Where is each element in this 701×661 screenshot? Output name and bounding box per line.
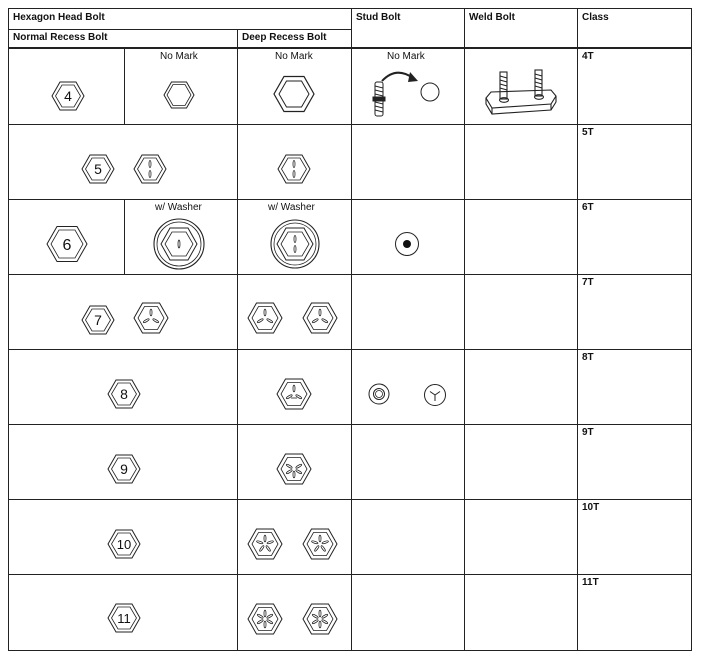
- hex-head-two-line-mark-icon: [133, 152, 167, 186]
- with-washer-note-deep: w/ Washer: [268, 202, 315, 213]
- hex-head-11-icon: [107, 601, 141, 635]
- no-mark-note-deep: No Mark: [275, 51, 313, 62]
- deep-recess-three-line-mark-alt-icon: [302, 300, 338, 336]
- no-mark-note-stud: No Mark: [387, 51, 425, 62]
- head-number-5: 5: [94, 161, 102, 177]
- hex-head-7-icon: [81, 303, 115, 337]
- head-number-4: 4: [64, 88, 72, 104]
- with-washer-note-normal: w/ Washer: [155, 202, 202, 213]
- deep-recess-four-line-mark-icon: [276, 376, 312, 412]
- class-label-10t: 10T: [582, 502, 600, 513]
- deep-recess-five-line-mark-b-icon: [302, 526, 338, 562]
- head-number-11: 11: [117, 611, 131, 626]
- hex-head-10-icon: [107, 527, 141, 561]
- header-normal-recess-bolt: Normal Recess Bolt: [13, 32, 108, 43]
- hex-head-no-mark-icon: [163, 79, 195, 111]
- class-label-8t: 8T: [582, 352, 594, 363]
- class-label-11t: 11T: [582, 577, 599, 588]
- deep-recess-six-line-mark-b-icon: [302, 601, 338, 637]
- head-number-9: 9: [120, 461, 128, 477]
- hex-head-6-icon: [46, 223, 88, 265]
- hex-head-8-icon: [107, 377, 141, 411]
- no-mark-note-normal: No Mark: [160, 51, 198, 62]
- weld-bolt-icon: [479, 66, 559, 122]
- hex-head-4-icon: [51, 79, 85, 113]
- class-label-9t: 9T: [582, 427, 594, 438]
- hex-head-three-line-mark-icon: [133, 300, 169, 336]
- deep-recess-two-line-mark-icon: [277, 152, 311, 186]
- header-hexagon-head-bolt: Hexagon Head Bolt: [13, 12, 105, 23]
- class-label-5t: 5T: [582, 127, 594, 138]
- head-number-6: 6: [62, 237, 72, 254]
- header-stud-bolt: Stud Bolt: [356, 12, 401, 23]
- stud-bolt-dot-mark-icon: [394, 231, 420, 257]
- class-label-7t: 7T: [582, 277, 594, 288]
- deep-recess-five-line-mark-icon: [276, 451, 312, 487]
- deep-recess-no-mark-icon: [273, 74, 315, 114]
- deep-recess-five-line-mark-a-icon: [247, 526, 283, 562]
- head-number-10: 10: [116, 537, 132, 552]
- stud-bolt-y-mark-icon: [423, 383, 447, 407]
- head-number-8: 8: [120, 386, 128, 402]
- stud-bolt-ring-mark-icon: [368, 383, 390, 405]
- hex-head-9-icon: [107, 452, 141, 486]
- deep-recess-three-line-mark-icon: [247, 300, 283, 336]
- deep-recess-washer-icon: [269, 218, 321, 270]
- hex-head-5-icon: [81, 152, 115, 186]
- header-weld-bolt: Weld Bolt: [469, 12, 515, 23]
- header-class: Class: [582, 12, 609, 23]
- header-deep-recess-bolt: Deep Recess Bolt: [242, 32, 327, 43]
- stud-bolt-no-mark-icon: [358, 64, 448, 120]
- hex-head-washer-icon: [152, 217, 206, 271]
- class-label-4t: 4T: [582, 51, 594, 62]
- class-label-6t: 6T: [582, 202, 594, 213]
- head-number-7: 7: [94, 312, 102, 328]
- deep-recess-six-line-mark-a-icon: [247, 601, 283, 637]
